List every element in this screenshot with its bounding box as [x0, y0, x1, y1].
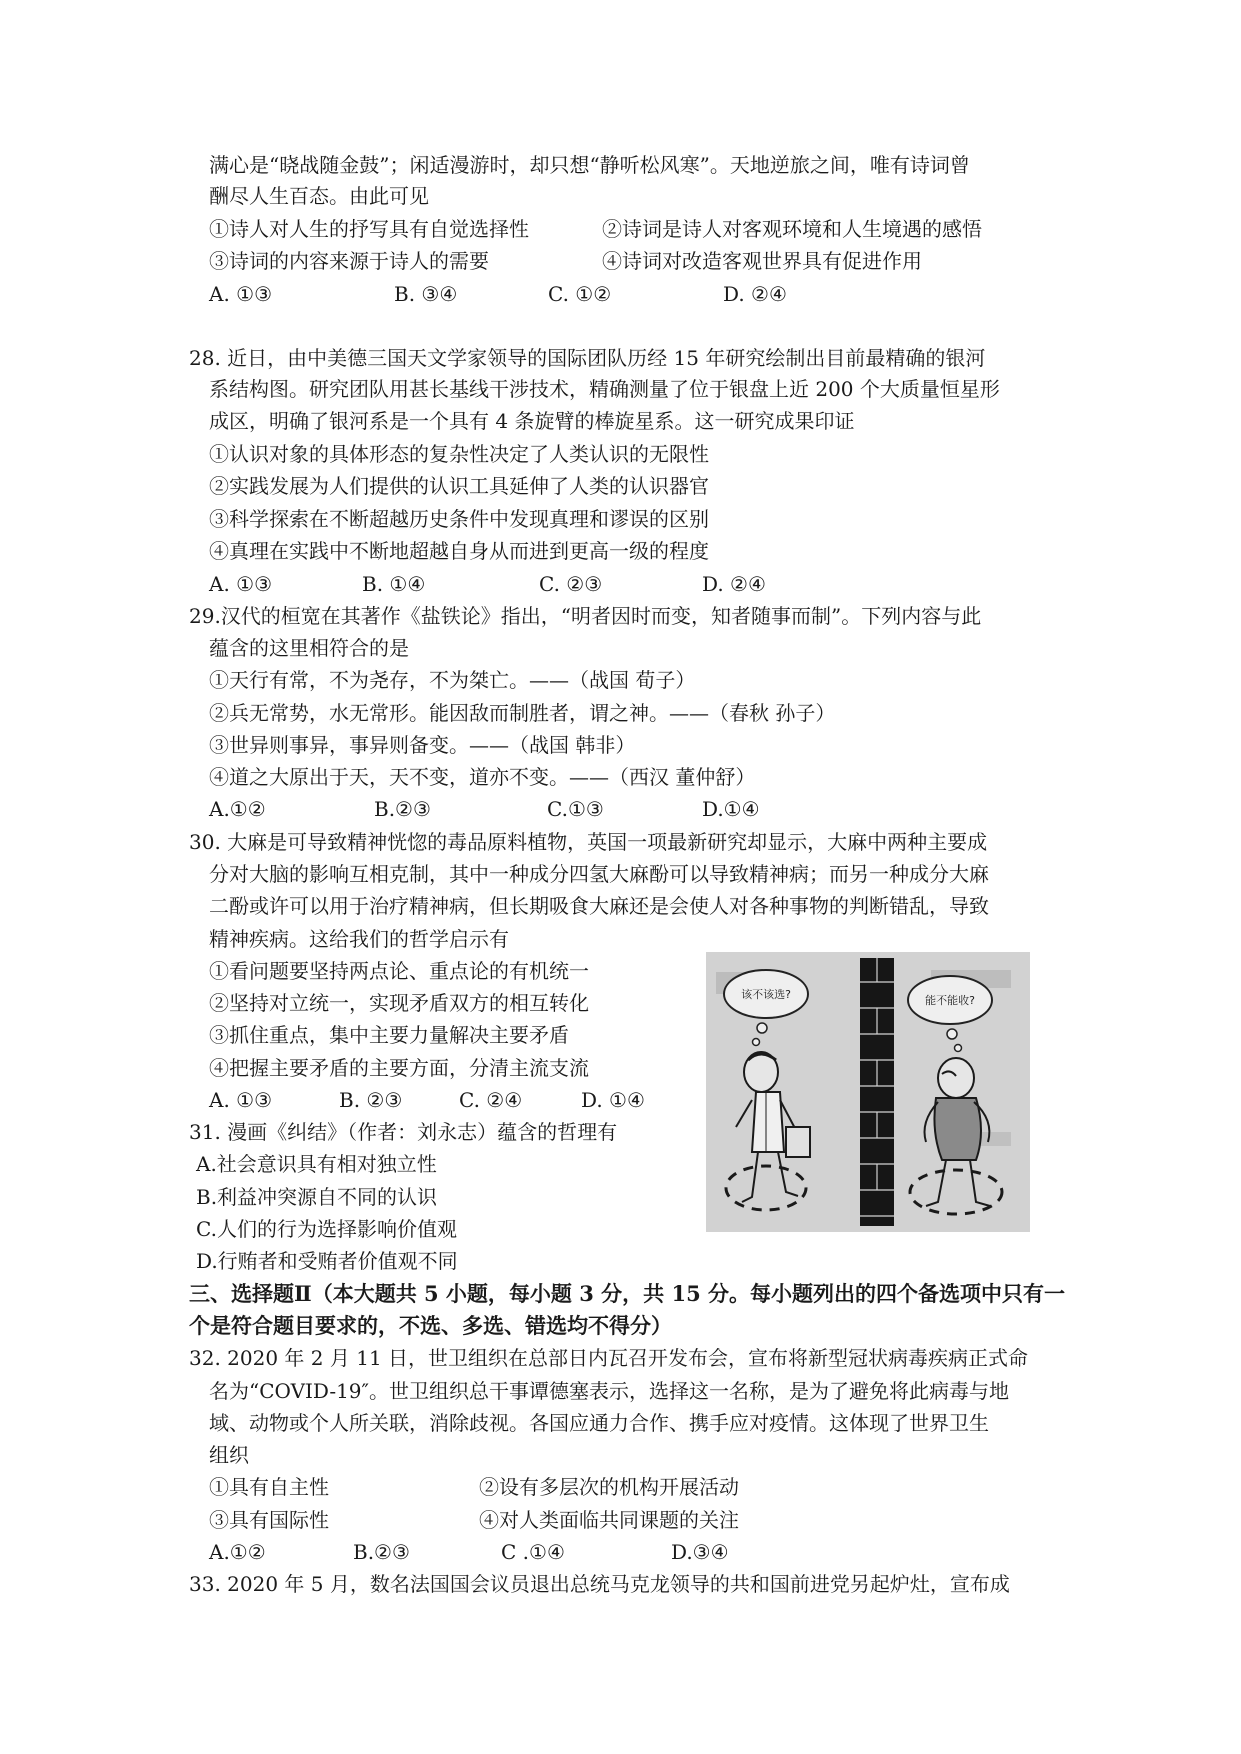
statement-3: ③世异则事异，事异则备变。——（战国 韩非）	[209, 733, 636, 757]
right-figure	[925, 1058, 991, 1206]
question-31-stem: 31. 漫画《纠结》（作者：刘永志）蕴含的哲理有	[189, 1120, 618, 1144]
choice-b: B.②③	[374, 797, 431, 821]
choice-d: D.③④	[671, 1540, 729, 1564]
section-heading: 三、选择题Ⅱ（本大题共 5 小题，每小题 3 分，共 15 分。每小题列出的四个备选项中只有一	[189, 1281, 1066, 1306]
choice-b: B. ①④	[362, 572, 426, 596]
statement-3: ③诗词的内容来源于诗人的需要	[209, 249, 489, 273]
question-33-stem: 33. 2020 年 5 月，数名法国国会议员退出总统马克龙领导的共和国前进党另起炉灶，宣布成	[189, 1572, 1010, 1596]
option-row	[209, 214, 1029, 244]
choice-a: A.社会意识具有相对独立性	[196, 1152, 437, 1176]
statement-1: ①诗人对人生的抒写具有自觉选择性	[209, 217, 529, 241]
choice-d: D.①④	[702, 797, 760, 821]
question-30-stem: 30. 大麻是可导致精神恍惚的毒品原料植物，英国一项最新研究却显示，大麻中两种主要成	[189, 830, 988, 854]
answer-choices	[209, 279, 1029, 309]
left-bubble-text: 该不该选?	[741, 988, 791, 1001]
statement-4: ④对人类面临共同课题的关注	[479, 1508, 739, 1532]
choice-d: D.行贿者和受贿者价值观不同	[196, 1249, 458, 1273]
choice-c: C. ①②	[548, 282, 612, 306]
statement-2: ②诗词是诗人对客观环境和人生境遇的感悟	[602, 217, 982, 241]
statement-3: ③科学探索在不断超越历史条件中发现真理和谬误的区别	[209, 507, 709, 531]
statement-3: ③具有国际性	[209, 1508, 329, 1532]
cartoon-drawing	[706, 952, 1030, 1232]
question-32-stem: 32. 2020 年 2 月 11 日，世卫组织在总部日内瓦召开发布会，宣布将新型冠状病毒疾病正式命	[189, 1346, 1029, 1370]
choice-c: C. ②④	[459, 1088, 523, 1112]
choice-d: D. ②④	[702, 572, 766, 596]
choice-c: C.①③	[547, 797, 604, 821]
statement-1: ①认识对象的具体形态的复杂性决定了人类认识的无限性	[209, 442, 709, 466]
statement-4: ④道之大原出于天，天不变，道亦不变。——（西汉 董仲舒）	[209, 765, 756, 789]
choice-b: B. ③④	[394, 282, 458, 306]
statement-4: ④把握主要矛盾的主要方面，分清主流支流	[209, 1056, 589, 1080]
text-line: 组织	[209, 1443, 249, 1467]
statement-4: ④真理在实践中不断地超越自身从而进到更高一级的程度	[209, 539, 709, 563]
choice-a: A. ①③	[209, 1088, 273, 1112]
text-line: 系结构图。研究团队用甚长基线干涉技术，精确测量了位于银盘上近 200 个大质量恒星形	[209, 377, 1000, 401]
text-line: 酬尽人生百态。由此可见	[209, 184, 429, 208]
statement-2: ②实践发展为人们提供的认识工具延伸了人类的认识器官	[209, 474, 709, 498]
choice-b: B.②③	[353, 1540, 410, 1564]
statement-1: ①看问题要坚持两点论、重点论的有机统一	[209, 959, 589, 983]
answer-choices	[209, 1537, 1029, 1567]
choice-a: A. ①③	[209, 282, 273, 306]
statement-3: ③抓住重点，集中主要力量解决主要矛盾	[209, 1023, 569, 1047]
option-row	[209, 246, 1029, 276]
text-line: 蕴含的这里相符合的是	[209, 636, 409, 660]
choice-a: A.①②	[209, 1540, 266, 1564]
section-heading-cont: 个是符合题目要求的，不选、多选、错选均不得分）	[189, 1313, 672, 1338]
text-line: 满心是“晓战随金鼓”；闲适漫游时，却只想“静听松风寒”。天地逆旅之间，唯有诗词曾	[209, 153, 970, 177]
text-line: 分对大脑的影响互相克制，其中一种成分四氢大麻酚可以导致精神病；而另一种成分大麻	[209, 862, 989, 886]
text-line: 名为“COVID-19″。世卫组织总干事谭德塞表示，选择这一名称，是为了避免将此病毒与地	[209, 1379, 1009, 1403]
text-line: 精神疾病。这给我们的哲学启示有	[209, 927, 509, 951]
option-row	[209, 1505, 1029, 1535]
statement-2: ②设有多层次的机构开展活动	[479, 1475, 739, 1499]
cartoon-image	[706, 952, 1030, 1232]
choice-b: B. ②③	[339, 1088, 403, 1112]
choice-d: D. ②④	[723, 282, 787, 306]
text-line: 域、动物或个人所关联，消除歧视。各国应通力合作、携手应对疫情。这体现了世界卫生	[209, 1411, 989, 1435]
right-bubble-text: 能不能收?	[925, 994, 975, 1007]
answer-choices	[209, 794, 1029, 824]
choice-b: B.利益冲突源自不同的认识	[196, 1185, 438, 1209]
choice-c: C. ②③	[539, 572, 603, 596]
question-28-stem: 28. 近日，由中美德三国天文学家领导的国际团队历经 15 年研究绘制出目前最精确的银河	[189, 346, 986, 370]
choice-c: C .①④	[501, 1540, 565, 1564]
text-line: 二酚或许可以用于治疗精神病，但长期吸食大麻还是会使人对各种事物的判断错乱，导致	[209, 894, 989, 918]
option-row	[209, 1472, 1029, 1502]
question-29-stem: 29.汉代的桓宽在其著作《盐铁论》指出，“明者因时而变，知者随事而制”。下列内容与此	[189, 604, 982, 628]
answer-choices	[209, 569, 1029, 599]
text-line: 成区，明确了银河系是一个具有 4 条旋臂的棒旋星系。这一研究成果印证	[209, 409, 855, 433]
choice-a: A. ①③	[209, 572, 273, 596]
statement-2: ②兵无常势，水无常形。能因敌而制胜者，谓之神。——（春秋 孙子）	[209, 701, 836, 725]
choice-c: C.人们的行为选择影响价值观	[196, 1217, 457, 1241]
choice-a: A.①②	[209, 797, 266, 821]
statement-1: ①具有自主性	[209, 1475, 329, 1499]
statement-1: ①天行有常，不为尧存，不为桀亡。——（战国 荀子）	[209, 668, 696, 692]
choice-d: D. ①④	[581, 1088, 645, 1112]
statement-4: ④诗词对改造客观世界具有促进作用	[602, 249, 922, 273]
answer-choices	[209, 1085, 689, 1115]
left-figure	[736, 1052, 810, 1202]
statement-2: ②坚持对立统一，实现矛盾双方的相互转化	[209, 991, 589, 1015]
